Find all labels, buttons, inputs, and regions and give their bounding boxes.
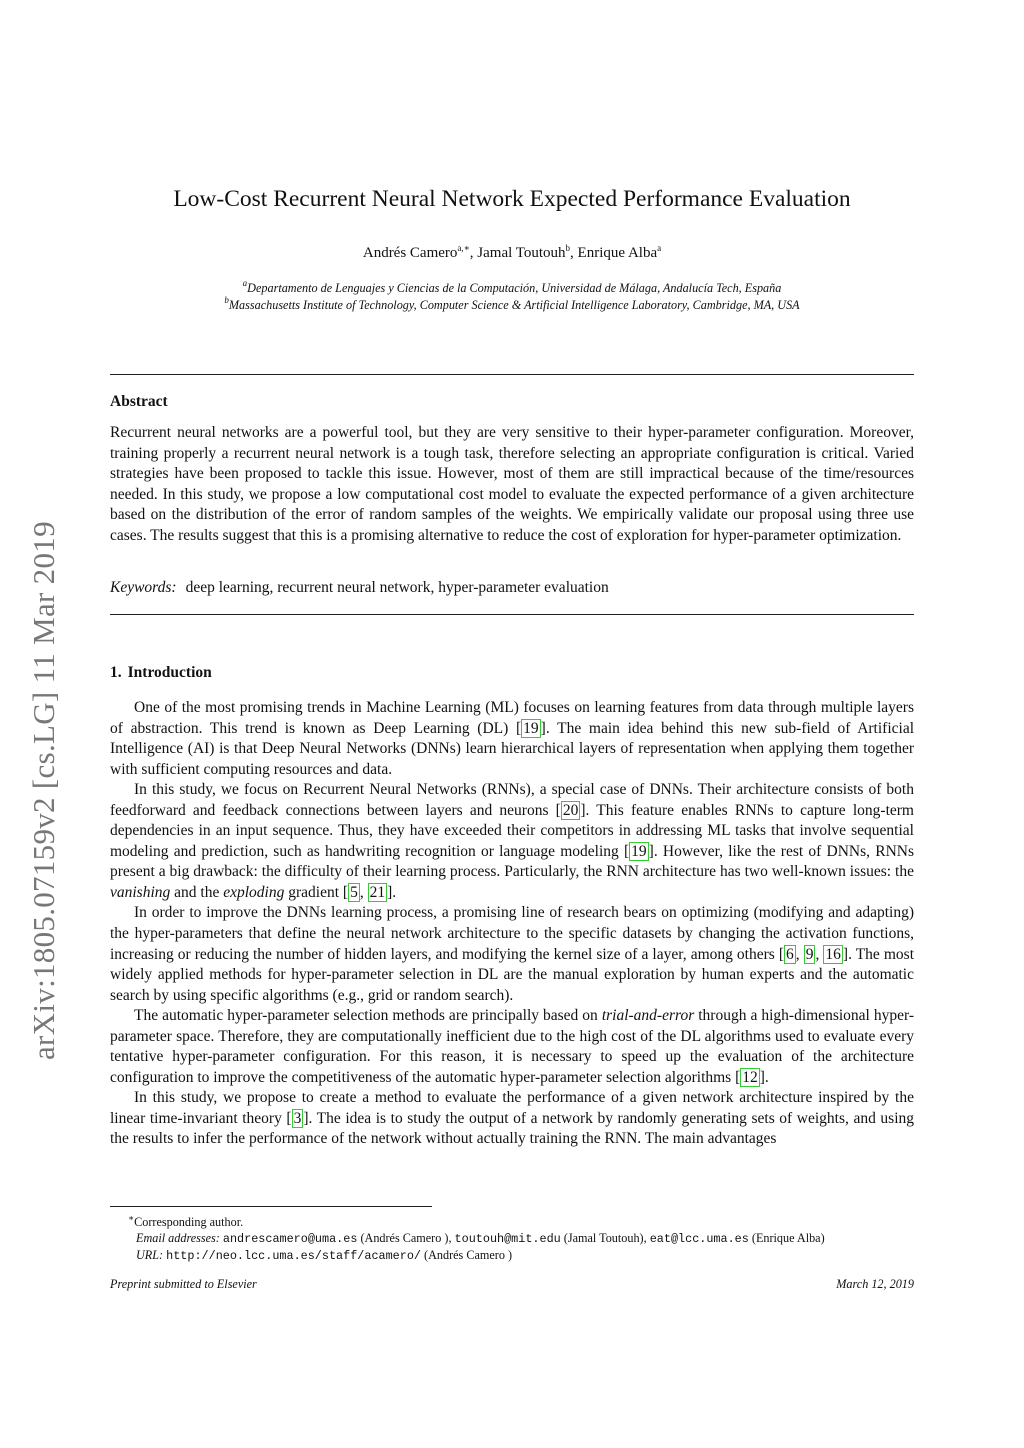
email-link[interactable]: toutouh@mit.edu: [454, 1232, 561, 1247]
footnote-emails: Email addresses: andrescamero@uma.es (Andrés Camero ), toutouh@mit.edu (Jamal Toutouh), eat@lcc.uma.es (Enrique Alba): [136, 1231, 825, 1247]
citation-link[interactable]: 3: [293, 1109, 302, 1127]
section-number: 1.: [110, 664, 122, 681]
text-run: In this study, we propose to create a method to evaluate the performance of a given network architecture inspired by the linear time-invariant theory [: [110, 1089, 914, 1127]
paragraph: [110, 780, 914, 903]
paragraph: [110, 903, 914, 1006]
text-run: ,: [815, 945, 824, 963]
text-run: gradient [: [284, 883, 349, 901]
abstract-heading: Abstract: [110, 393, 168, 410]
citation-link[interactable]: 6: [786, 945, 794, 963]
footer-date: March 12, 2019: [836, 1277, 914, 1291]
text-run: ]. This feature enables RNNs to capture long-term dependencies in an input sequence. Thus, they have exceeded their competitors in addressing ML tasks that involve sequential modeling and prediction, such as handwriting recognition or language modeling [: [110, 801, 914, 860]
text-run: The automatic hyper-parameter selection methods are principally based on: [134, 1007, 602, 1025]
text-run: In this study, we focus on Recurrent Neural Networks (RNNs), a special case of DNNs. Their architecture consists of both feedforward and feedback connections between layers and neurons [: [110, 781, 914, 819]
arxiv-identifier: arXiv:1805.07159v2 [cs.LG] 11 Mar 2019: [26, 521, 61, 1060]
email-link[interactable]: andrescamero@uma.es: [222, 1232, 358, 1247]
text-run: ,: [795, 945, 804, 963]
paper-title: Low-Cost Recurrent Neural Network Expected Performance Evaluation: [173, 186, 851, 212]
author-list: [110, 243, 914, 263]
keywords-label: Keywords:: [110, 579, 177, 596]
keywords: [110, 578, 914, 598]
paragraph: [110, 698, 914, 780]
text-run: ].: [759, 1068, 769, 1086]
affiliations: [110, 280, 914, 314]
paragraph: [110, 1088, 914, 1150]
author: Enrique Alba$^a$: [577, 243, 662, 261]
abstract-top-rule: [110, 374, 914, 375]
author: Jamal Toutouh$^b$,: [477, 243, 578, 261]
text-run: ]. However, like the rest of DNNs, RNNs present a big drawback: the difficulty of their learning process. Particularly, the RNN architecture has two well-known issues: the: [110, 842, 914, 881]
affiliation-a: $^a$Departamento de Lenguajes y Ciencias de la Computación, Universidad de Málaga, Andalucía Tech, España: [242, 278, 782, 295]
paragraph: [110, 1006, 914, 1088]
text-run: and the: [170, 883, 224, 901]
citation-link[interactable]: 19: [631, 842, 647, 860]
text-run: through a high-dimensional hyper-parameter space. Therefore, they are computationally inefficient due to the high cost of the DL algorithms used to evaluate every tentative hyper-parameter configuration. For this reason, it is necessary to speed up the evaluation of the architecture configuration to improve the competitiveness of the automatic hyper-parameter selection algorithms [: [110, 1007, 914, 1086]
text-run: ,: [359, 883, 368, 901]
footer-journal-note: Preprint submitted to Elsevier: [110, 1277, 257, 1291]
text-run: In order to improve the DNNs learning process, a promising line of research bears on optimizing (modifying and adapting) the hyper-parameters that define the neural network architecture to the specific datasets by changing the activation functions, increasing or reducing the number of hidden layers, and modifying the kernel size of a layer, among others [: [110, 904, 914, 963]
section-title: Introduction: [127, 664, 212, 681]
citation-link[interactable]: 16: [825, 945, 841, 963]
footnote-rule: [110, 1206, 432, 1207]
email-link[interactable]: eat@lcc.uma.es: [649, 1232, 749, 1247]
keywords-text: deep learning, recurrent neural network, hyper-parameter evaluation: [185, 579, 609, 596]
section-heading: [110, 663, 212, 683]
citation-link[interactable]: 20: [562, 801, 579, 819]
emphasis: exploding: [223, 883, 285, 901]
citation-link[interactable]: 19: [523, 719, 539, 737]
author: Andrés Camero$^{a,∗}$,: [362, 243, 478, 261]
citation-link[interactable]: 5: [350, 883, 358, 901]
text-run: ]. The idea is to study the output of a network by randomly generating sets of weights, and using the results to infer the performance of the network without actually training the RNN. The main advantages: [110, 1109, 915, 1148]
affiliation-b: $^b$Massachusetts Institute of Technology, Computer Science & Artificial Intelligence Laboratory, Cambridge, MA, USA: [224, 295, 800, 312]
footnote-corresponding: ∗Corresponding author.: [128, 1213, 244, 1230]
text-run: One of the most promising trends in Machine Learning (ML) focuses on learning features from data through multiple layers of abstraction. This trend is known as Deep Learning (DL) [: [110, 699, 914, 737]
abstract-text: Recurrent neural networks are a powerful tool, but they are very sensitive to their hyper-parameter configuration. Moreover, training properly a recurrent neural network is a tough task, therefore selecting an appropriate configuration is critical. Varied strategies have been proposed to tackle this issue. However, most of them are still impractical because of the time/resources needed. In this study, we propose a low computational cost model to evaluate the expected performance of a given architecture based on the distribution of the error of random samples of the weights. We empirically validate our proposal using three use cases. The results suggest that this is a promising alternative to reduce the cost of exploration for hyper-parameter optimization.: [110, 424, 914, 544]
citation-link[interactable]: 12: [742, 1068, 758, 1086]
citation-link[interactable]: 9: [805, 945, 814, 963]
text-run: ]. The main idea behind this new sub-field of Artificial Intelligence (AI) is that Deep Neural Networks (DNNs) learn hierarchical layers of representation when applying them together with sufficient computing resources and data.: [110, 719, 915, 778]
text-run: ]. The most widely applied methods for hyper-parameter selection in DL are the manual exploration by human experts and the automatic search by using specific algorithms (e.g., grid or random search).: [110, 945, 915, 1004]
emphasis: trial-and-error: [601, 1007, 695, 1025]
emphasis: vanishing: [110, 883, 171, 901]
url-link[interactable]: http://neo.lcc.uma.es/staff/acamero/: [166, 1249, 421, 1264]
footnote-url: URL: http://neo.lcc.uma.es/staff/acamero/ (Andrés Camero ): [136, 1248, 513, 1264]
footnotes: [110, 1210, 914, 1264]
introduction-body: [110, 698, 914, 1150]
abstract-bottom-rule: [110, 614, 914, 615]
citation-link[interactable]: 21: [369, 883, 386, 901]
text-run: ].: [387, 883, 397, 901]
